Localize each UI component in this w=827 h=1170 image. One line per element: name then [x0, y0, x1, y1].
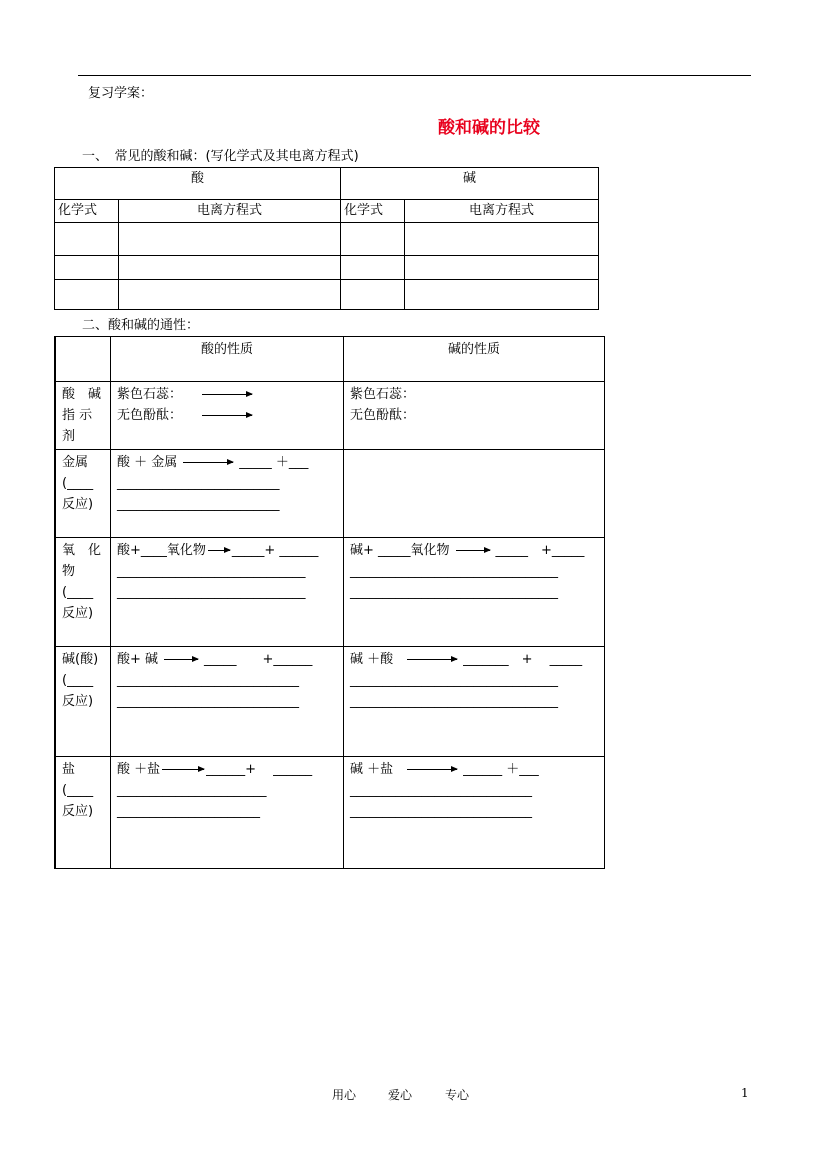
table-cell[interactable] — [119, 223, 341, 256]
section2-heading: 二、酸和碱的通性： — [82, 318, 200, 333]
properties-table — [54, 336, 605, 869]
arrow-icon — [162, 769, 204, 770]
reaction-lhs: 酸+ 碱 — [117, 652, 159, 667]
reaction-lhs: 酸 ＋盐 — [117, 762, 161, 777]
row-label-oxide: 氧 化物(____反应) — [55, 538, 111, 647]
acid-base-table — [54, 167, 599, 310]
metal-acid-cell[interactable] — [111, 450, 344, 538]
metal-base-cell — [344, 450, 605, 538]
table-cell[interactable] — [55, 223, 119, 256]
page-title: 酸和碱的比较 — [438, 118, 540, 138]
doc-label: 复习学案： — [88, 86, 154, 101]
blank-line: _________________________ — [117, 476, 280, 491]
reaction-lhs: 酸 ＋ 金属 — [117, 455, 178, 470]
oxide-base-cell[interactable] — [344, 538, 605, 647]
reaction-rhs: ______+ ______ — [206, 762, 313, 777]
blank-line: ____________________________ — [350, 804, 532, 819]
base-formula-header: 化学式 — [341, 200, 405, 223]
blank-line: ________________________________ — [350, 585, 558, 600]
table-cell[interactable] — [405, 256, 599, 280]
table-cell[interactable] — [55, 280, 119, 310]
salt-acid-cell[interactable] — [111, 757, 344, 869]
reaction-rhs: _____+ ______ — [231, 543, 319, 558]
corner-cell — [55, 337, 111, 382]
table-cell[interactable] — [341, 280, 405, 310]
blank-line: ____________________________ — [117, 673, 299, 688]
reaction-lhs: 碱 ＋酸 — [350, 652, 394, 667]
indicator-acid-cell — [111, 382, 344, 450]
page-number: 1 — [741, 1086, 749, 1100]
reaction-rhs: _____ +_____ — [495, 543, 585, 558]
arrow-icon — [183, 462, 233, 463]
reaction-rhs: _____ ＋___ — [239, 455, 309, 470]
arrow-icon — [164, 659, 198, 660]
footer-text-2: 爱心 — [388, 1088, 413, 1102]
neutralize-base-cell[interactable] — [344, 647, 605, 757]
table-cell[interactable] — [341, 223, 405, 256]
row-label-indicator: 酸 碱指 示 剂 — [55, 382, 111, 450]
header-rule — [78, 75, 751, 76]
phenolphthalein-label: 无色酚酞： — [350, 408, 416, 423]
col-base-props: 碱的性质 — [344, 337, 605, 382]
blank-line: ________________________________ — [350, 564, 558, 579]
table-cell[interactable] — [119, 280, 341, 310]
acid-equation-header: 电离方程式 — [119, 200, 341, 223]
salt-base-cell[interactable] — [344, 757, 605, 869]
arrow-icon — [208, 550, 230, 551]
blank-line: ____________________________ — [117, 694, 299, 709]
reaction-lhs: 酸+____氧化物 — [117, 543, 206, 558]
blank-line: _______________________ — [117, 783, 267, 798]
reaction-rhs: _____ +______ — [204, 652, 313, 667]
oxide-acid-cell[interactable] — [111, 538, 344, 647]
litmus-label: 紫色石蕊： — [117, 387, 183, 402]
arrow-icon — [407, 769, 457, 770]
reaction-rhs: ______ ＋___ — [463, 762, 539, 777]
arrow-icon — [202, 394, 252, 395]
footer-text-3: 专心 — [445, 1088, 470, 1102]
litmus-label: 紫色石蕊： — [350, 387, 416, 402]
arrow-icon — [407, 659, 457, 660]
row-label-metal: 金属(____反应) — [55, 450, 111, 538]
neutralize-acid-cell[interactable] — [111, 647, 344, 757]
reaction-lhs: 碱 ＋盐 — [350, 762, 394, 777]
table-cell[interactable] — [405, 280, 599, 310]
reaction-lhs: 碱+ _____氧化物 — [350, 543, 450, 558]
phenolphthalein-label: 无色酚酞： — [117, 408, 183, 423]
blank-line: _________________________ — [117, 497, 280, 512]
table-cell[interactable] — [55, 256, 119, 280]
arrow-icon — [456, 550, 490, 551]
row-label-acid-base: 碱(酸)(____反应) — [55, 647, 111, 757]
arrow-icon — [202, 415, 252, 416]
blank-line: _____________________________ — [117, 564, 306, 579]
footer-text-1: 用心 — [332, 1088, 357, 1102]
acid-formula-header: 化学式 — [55, 200, 119, 223]
blank-line: _____________________________ — [117, 585, 306, 600]
blank-line: ______________________ — [117, 804, 260, 819]
col-acid-props: 酸的性质 — [111, 337, 344, 382]
blank-line: ________________________________ — [350, 673, 558, 688]
section1-heading: 一、 常见的酸和碱：(写化学式及其电离方程式) — [82, 149, 359, 164]
col-acid: 酸 — [55, 168, 341, 200]
table-cell[interactable] — [405, 223, 599, 256]
base-equation-header: 电离方程式 — [405, 200, 599, 223]
table-cell[interactable] — [341, 256, 405, 280]
row-label-salt: 盐(____反应) — [55, 757, 111, 869]
col-base: 碱 — [341, 168, 599, 200]
indicator-base-cell — [344, 382, 605, 450]
reaction-rhs: _______ + _____ — [463, 652, 583, 667]
blank-line: ________________________________ — [350, 694, 558, 709]
blank-line: ____________________________ — [350, 783, 532, 798]
table-cell[interactable] — [119, 256, 341, 280]
